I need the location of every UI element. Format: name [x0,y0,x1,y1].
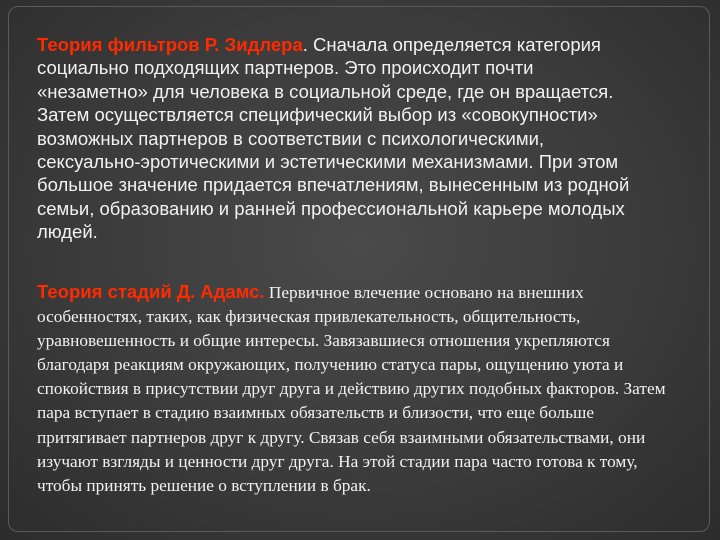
paragraph-adams-theory [37,280,677,498]
paragraph-zidler-theory [37,33,637,244]
paragraph-zidler-text: . Сначала определяется категория социально подходящих партнеров. Это происходит почти «незаметно» для человека в социальной среде, где он вращается. Затем осуществляется специфический выбор из «совокупности» возможных партнеров в соответствии с психологическими, сексуально-эротическими и эстетическими механизмами. При этом большое значение придается впечатлениям, вынесенным из родной семьи, образованию и ранней профессиональной карьере молодых людей. [37,34,630,243]
heading-adams-theory: Теория стадий Д. Адамс. [37,281,265,302]
heading-zidler-theory: Теория фильтров Р. Зидлера [37,34,303,55]
paragraph-adams-text: Первичное влечение основано на внешних особенностях, таких, как физическая привлекательность, общительность, уравновешенность и общие интересы. Завязавшиеся отношения укрепляются благодаря реакциям окружающих, получению статуса пары, ощущению уюта и спокойствия в присутствии друг друга и действию других подобных факторов. Затем пара вступает в стадию взаимных обязательств и близости, что еще больше притягивает партнеров друг к другу. Связав себя взаимными обязательствами, они изучают взгляды и ценности друг друга. На этой стадии пара часто готова к тому, чтобы принять решение о вступлении в брак. [37,283,666,495]
